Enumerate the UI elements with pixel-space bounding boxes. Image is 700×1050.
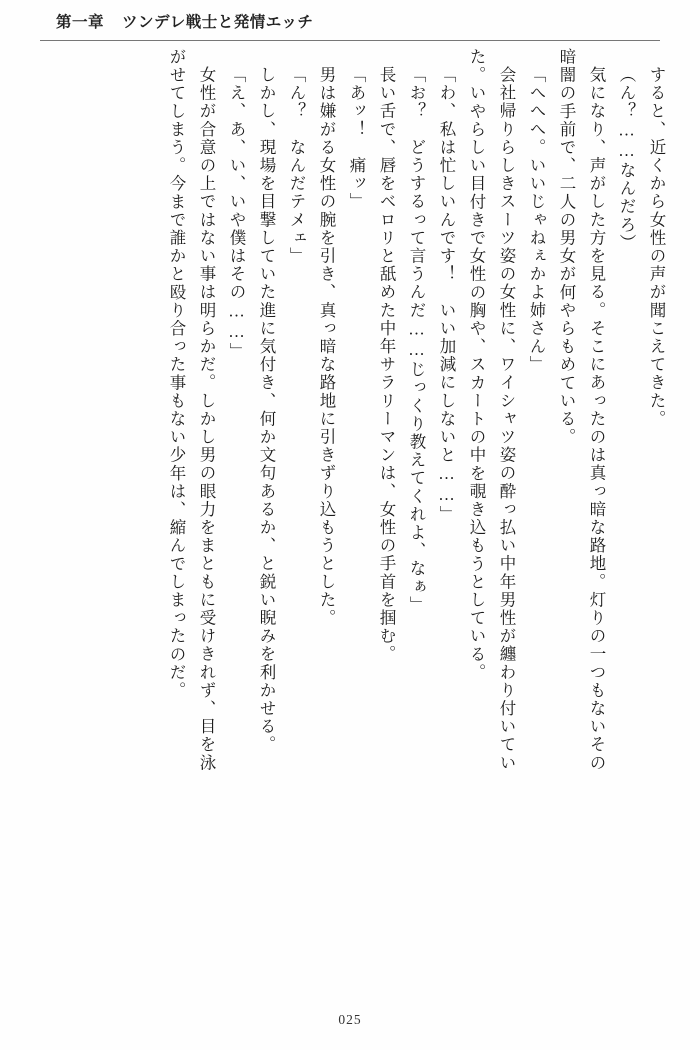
page-number: 025: [338, 1012, 362, 1027]
chapter-title: ツンデレ戦士と発情エッチ: [122, 14, 314, 31]
text-column: 長い舌で、唇をベロリと舐めた中年サラリーマンは、女性の手首を掴む。: [377, 66, 396, 664]
text-column: がせてしまう。今まで誰かと殴り合った事もない少年は、縮んでしまったのだ。: [167, 48, 186, 700]
text-column: 男は嫌がる女性の腕を引き、真っ暗な路地に引きずり込もうとした。: [317, 66, 336, 628]
text-column: 気になり、声がした方を見る。そこにあったのは真っ暗な路地。灯りの一つもないその: [587, 66, 606, 772]
chapter-label: 第一章: [56, 14, 105, 31]
chapter-heading: [40, 10, 660, 32]
text-column: 女性が合意の上ではない事は明らかだ。しかし男の眼力をまともに受けきれず、目を泳: [197, 66, 216, 772]
text-column: すると、近くから女性の声が聞こえてきた。: [647, 66, 666, 428]
text-column: 「わ、私は忙しいんです！ いい加減にしないと……」: [437, 66, 456, 524]
vertical-text-body: [36, 48, 664, 980]
text-column: 「あッ！ 痛ッ」: [347, 66, 366, 211]
text-column: 暗闇の手前で、二人の男女が何やらもめている。: [557, 48, 576, 447]
page-header: [40, 10, 660, 42]
header-divider: [40, 40, 660, 41]
text-column: 「お？ どうするって言うんだ……じっくり教えてくれよ、なぁ」: [407, 66, 426, 614]
text-column: 「ん？ なんだテメェ」: [287, 66, 306, 266]
text-column: 会社帰りらしきスーツ姿の女性に、ワイシャツ姿の酔っ払い中年男性が纏わり付いてい: [497, 66, 516, 772]
text-column: しかし、現場を目撃していた進に気付き、何か文句あるか、と鋭い睨みを利かせる。: [257, 66, 276, 754]
text-column: （ん？……なんだろ）: [617, 66, 636, 252]
text-column: 「へへへ。いいじゃねぇかよ姉さん」: [527, 66, 546, 374]
text-column: た。いやらしい目付きで女性の胸や、スカートの中を覗き込もうとしている。: [467, 48, 486, 682]
text-column: 「え、あ、い、いや僕はその……」: [227, 66, 246, 361]
